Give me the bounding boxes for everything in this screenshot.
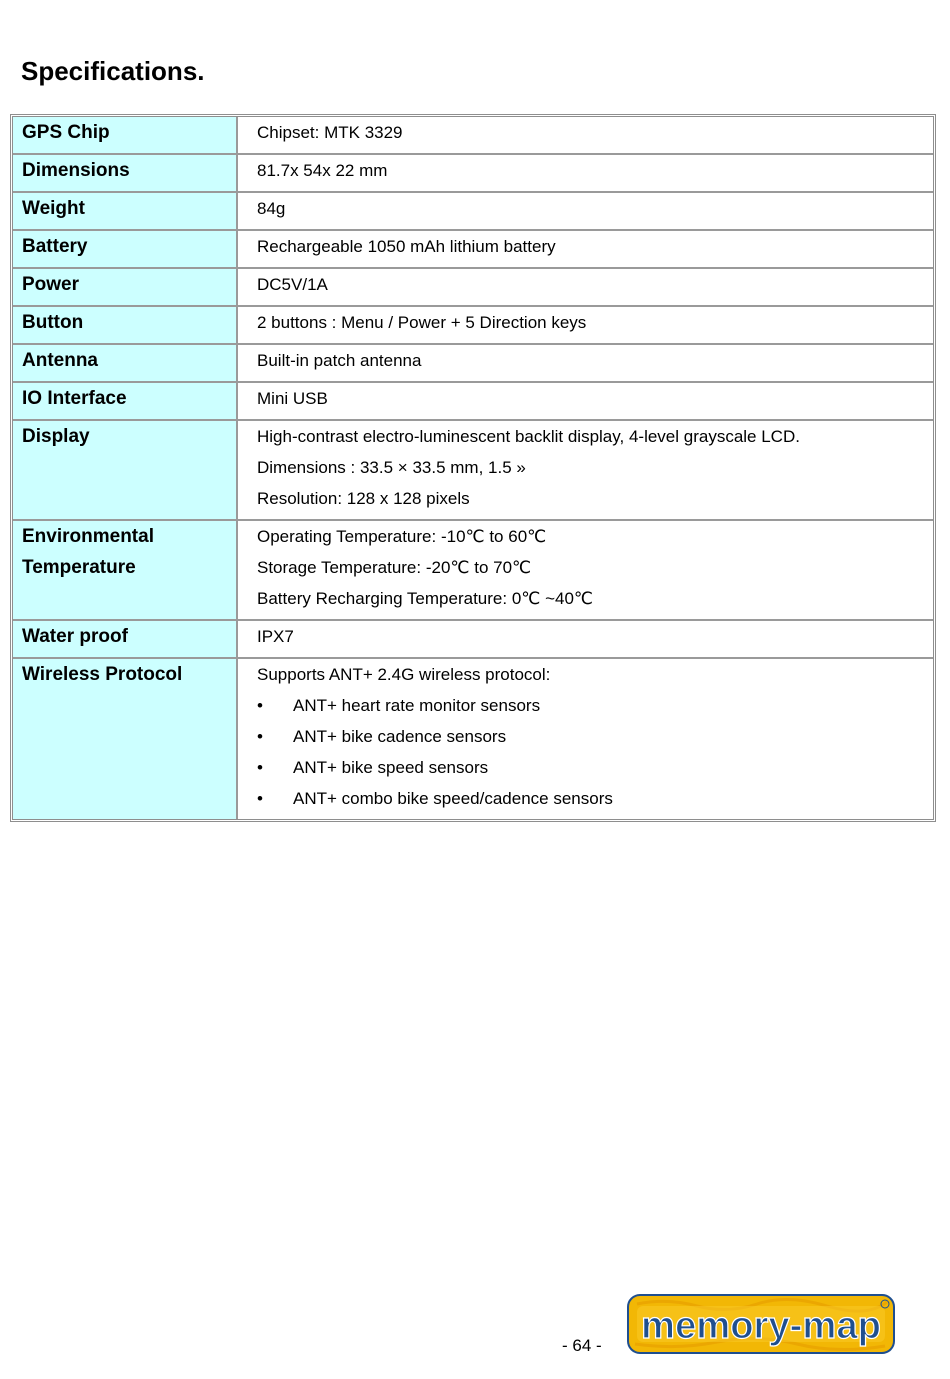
spec-value — [238, 345, 933, 383]
spec-value — [238, 421, 933, 521]
spec-value-line: Battery Recharging Temperature: 0℃ ~40℃ — [257, 589, 594, 608]
spec-row-button — [13, 307, 933, 345]
spec-value-line: Storage Temperature: -20℃ to 70℃ — [257, 558, 532, 577]
page-title: Specifications. — [21, 56, 205, 86]
spec-value-line: Mini USB — [257, 389, 328, 408]
spec-row-io-interface — [13, 383, 933, 421]
spec-value-line: Dimensions : 33.5 × 33.5 mm, 1.5 » — [257, 458, 526, 477]
spec-label: Wireless Protocol — [13, 659, 238, 819]
spec-row-environmental-temperature — [13, 521, 933, 621]
spec-label: IO Interface — [13, 383, 238, 421]
spec-value — [238, 117, 933, 155]
bullet-icon: • — [257, 789, 263, 808]
spec-row-battery — [13, 231, 933, 269]
spec-row-water-proof — [13, 621, 933, 659]
spec-value-line: Built-in patch antenna — [257, 351, 422, 370]
bullet-item — [257, 726, 933, 757]
spec-label: Antenna — [13, 345, 238, 383]
spec-row-dimensions — [13, 155, 933, 193]
spec-value-line: Chipset: MTK 3329 — [257, 123, 403, 142]
spec-value — [238, 193, 933, 231]
spec-label: Power — [13, 269, 238, 307]
spec-label — [13, 521, 238, 621]
spec-value-line: DC5V/1A — [257, 275, 328, 294]
spec-value — [238, 269, 933, 307]
spec-row-gps-chip — [13, 117, 933, 155]
spec-row-power — [13, 269, 933, 307]
spec-value-line: 84g — [257, 199, 286, 218]
page-number: - 64 - — [562, 1336, 602, 1355]
spec-value — [238, 621, 933, 659]
spec-value-line: Resolution: 128 x 128 pixels — [257, 489, 470, 508]
spec-value-line: Operating Temperature: -10℃ to 60℃ — [257, 527, 547, 546]
spec-row-antenna — [13, 345, 933, 383]
spec-label: Battery — [13, 231, 238, 269]
spec-value-line: 81.7x 54x 22 mm — [257, 161, 388, 180]
spec-value — [238, 231, 933, 269]
spec-row-weight — [13, 193, 933, 231]
bullet-item — [257, 695, 933, 726]
spec-label: Water proof — [13, 621, 238, 659]
spec-value-line: 2 buttons : Menu / Power + 5 Direction keys — [257, 313, 587, 332]
bullet-item — [257, 788, 933, 819]
spec-value — [238, 521, 933, 621]
spec-value-line: High-contrast electro-luminescent backlit display, 4-level grayscale LCD. — [257, 427, 800, 446]
spec-row-display — [13, 421, 933, 521]
logo-text: memory-map — [641, 1305, 881, 1347]
spec-value — [238, 383, 933, 421]
spec-value — [238, 155, 933, 193]
spec-value-line: IPX7 — [257, 627, 294, 646]
bullet-icon: • — [257, 727, 263, 746]
specifications-table — [10, 114, 936, 822]
spec-label: Display — [13, 421, 238, 521]
bullet-text: ANT+ bike cadence sensors — [293, 727, 507, 746]
spec-label: Dimensions — [13, 155, 238, 193]
bullet-text: ANT+ heart rate monitor sensors — [293, 696, 541, 715]
spec-label: Button — [13, 307, 238, 345]
spec-label-line: Temperature — [22, 557, 136, 578]
spec-value-line: Rechargeable 1050 mAh lithium battery — [257, 237, 556, 256]
memory-map-logo — [627, 1294, 895, 1354]
spec-label: GPS Chip — [13, 117, 238, 155]
spec-row-wireless-protocol — [13, 659, 933, 819]
bullet-text: ANT+ combo bike speed/cadence sensors — [293, 789, 613, 808]
spec-value-line: Supports ANT+ 2.4G wireless protocol: — [257, 665, 551, 684]
bullet-icon: • — [257, 758, 263, 777]
spec-value — [238, 659, 933, 819]
bullet-icon: • — [257, 696, 263, 715]
spec-value — [238, 307, 933, 345]
bullet-text: ANT+ bike speed sensors — [293, 758, 489, 777]
spec-label: Weight — [13, 193, 238, 231]
bullet-item — [257, 757, 933, 788]
spec-label-line: Environmental — [22, 526, 154, 547]
